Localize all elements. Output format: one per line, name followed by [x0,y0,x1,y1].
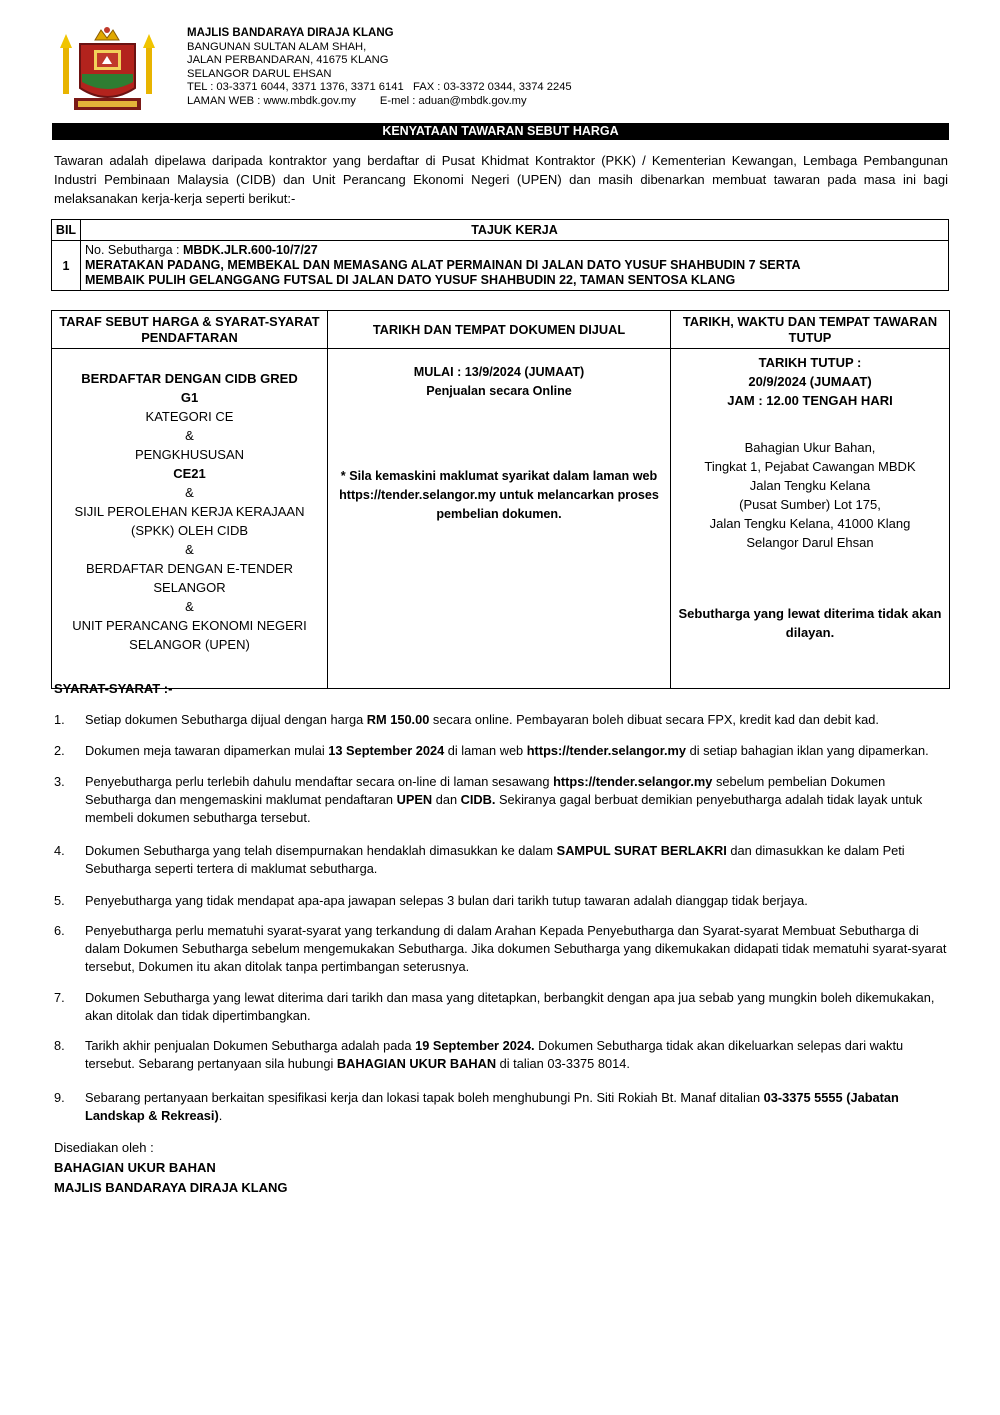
condition-item [54,711,950,729]
email-text: E-mel : aduan@mbdk.gov.my [379,94,527,107]
condition-item [54,922,950,976]
quotation-number-value: MBDK.JLR.600-10/7/27 [182,243,318,257]
closing-place-line: Jalan Tengku Kelana [749,478,871,493]
closing-place-line: Tingkat 1, Pejabat Cawangan MBDK [704,459,916,474]
condition-number: 9. [54,1090,65,1105]
condition-text-run: dan dimasukkan ke dalam Peti Sebutharga seperti tertera di maklumat sebutharga. [85,843,905,876]
condition-item [54,989,950,1025]
address-line: SELANGOR DARUL EHSAN [187,67,332,80]
condition-bold-text: https://tender.selangor.my [526,743,687,758]
requirements-table [51,310,950,689]
condition-text-run: Penyebutharga yang tidak mendapat apa-apa jawapan selepas 3 bulan dari tarikh tutup tawaran adalah dianggap tidak berjaya. [85,893,808,908]
condition-bold-text: SAMPUL SURAT BERLAKRI [556,843,727,858]
table-row [52,241,949,291]
work-title-cell [81,241,949,291]
quotation-number [85,243,944,258]
closing-date: 20/9/2024 (JUMAAT) [748,374,872,389]
condition-item [54,742,950,760]
condition-text-run: . [218,1108,223,1123]
closing-cell [671,349,950,689]
phone-fax-line [187,81,572,95]
table-header-row [52,311,950,349]
condition-text-run: sebelum pembelian Dokumen Sebutharga dan mengemaskini maklumat pendaftaran [85,774,886,807]
closing-place-line: Bahagian Ukur Bahan, [744,440,876,455]
tel-text: TEL : 03-3371 6044, 3371 1376, 3371 6141 [187,81,404,94]
spkk-text: SIJIL PEROLEHAN KERJA KERAJAAN (SPKK) OLEH CIDB [74,504,305,538]
condition-text [85,1037,950,1073]
specialisation-code: CE21 [173,466,206,481]
work-title-line: MEMBAIK PULIH GELANGGANG FUTSAL DI JALAN DATO YUSUF SHAHBUDIN 22, TAMAN SENTOSA KLANG [85,273,736,287]
web-email-line [187,95,572,109]
registration-header: TARAF SEBUT HARGA & SYARAT-SYARAT PENDAFTARAN [52,311,328,349]
condition-item [54,892,950,910]
condition-text-run: secara online. Pembayaran boleh dibuat secara FPX, kredit kad dan debit kad. [429,712,879,727]
sale-cell [328,349,671,689]
address-line: BANGUNAN SULTAN ALAM SHAH, [187,40,367,53]
tajuk-header: TAJUK KERJA [81,220,949,241]
condition-text-run: Setiap dokumen Sebutharga dijual dengan harga [85,712,367,727]
closing-place-line: (Pusat Sumber) Lot 175, [739,497,881,512]
quotation-number-label: No. Sebutharga : [85,243,183,257]
cidb-registration: BERDAFTAR DENGAN CIDB GRED [81,371,298,386]
condition-number: 8. [54,1038,65,1053]
condition-text [85,773,950,827]
condition-item [54,1037,950,1073]
registration-cell [52,349,328,689]
prepared-by-council: MAJLIS BANDARAYA DIRAJA KLANG [54,1180,288,1195]
etender-text: BERDAFTAR DENGAN E-TENDER SELANGOR [85,561,294,595]
condition-item [54,842,950,878]
condition-text [85,989,950,1025]
condition-text-run: Dokumen Sebutharga yang lewat diterima dari tarikh dan masa yang ditetapkan, berbangkit dengan apa jua sebab yang mungkin boleh dikemukakan, akan ditolak dan tidak dipertimbangkan. [85,990,935,1023]
address-line: JALAN PERBANDARAN, 41675 KLANG [187,54,389,67]
condition-text [85,842,950,878]
category-text: KATEGORI CE [145,409,234,424]
closing-label: TARIKH TUTUP : [758,355,862,370]
cidb-grade: G1 [180,390,199,405]
ampersand: & [185,485,194,500]
condition-bold-text: 19 September 2024. [415,1038,535,1053]
condition-bold-text: CIDB. [460,792,496,807]
condition-text [85,711,950,729]
council-crest-icon [60,26,155,118]
work-title-table [51,219,949,291]
condition-number: 7. [54,990,65,1005]
bil-header: BIL [52,220,81,241]
work-title-line: MERATAKAN PADANG, MEMBEKAL DAN MEMASANG ALAT PERMAINAN DI JALAN DATO YUSUF SHAHBUDIN 7 SERTA [85,258,801,272]
condition-text-run: di laman web [444,743,527,758]
sale-note: * Sila kemaskini maklumat syarikat dalam laman web https://tender.selangor.my untuk melancarkan proses pembelian dokumen. [339,469,659,521]
condition-text-run: Penyebutharga perlu mematuhi syarat-syarat yang terkandung di dalam Arahan Kepada Penyebutharga dan Syarat-syarat Membuat Sebutharga di dalam Dokumen Sebutharga sebelum mengemukakan Sebutharga. Jika dokumen Sebutharga yang dikemukakan didapati tidak mematuhi syarat-syarat tersebut, Dokumen itu akan ditolak tanpa pertimbangan seterusnya. [85,923,947,974]
condition-bold-text: BAHAGIAN UKUR BAHAN [336,1056,497,1071]
ampersand: & [185,542,194,557]
prepared-by-label: Disediakan oleh : [54,1140,154,1155]
closing-header: TARIKH, WAKTU DAN TEMPAT TAWARAN TUTUP [671,311,950,349]
condition-number: 1. [54,712,65,727]
condition-bold-text: UPEN [396,792,433,807]
condition-number: 4. [54,843,65,858]
condition-number: 3. [54,774,65,789]
org-contact-block [187,27,572,109]
condition-text-run: Dokumen meja tawaran dipamerkan mulai [85,743,329,758]
closing-place-line: Jalan Tengku Kelana, 41000 Klang [709,516,911,531]
late-submission-note: Sebutharga yang lewat diterima tidak akan dilayan. [678,606,942,640]
condition-text [85,1089,950,1125]
condition-text-run: Tarikh akhir penjualan Dokumen Sebutharga adalah pada [85,1038,416,1053]
conditions-heading: SYARAT-SYARAT :- [54,681,173,696]
closing-place-line: Selangor Darul Ehsan [746,535,874,550]
ampersand: & [185,428,194,443]
condition-text-run: di talian 03-3375 8014. [496,1056,630,1071]
condition-number: 5. [54,893,65,908]
row-number: 1 [52,241,81,291]
ampersand: & [185,599,194,614]
upen-text: UNIT PERANCANG EKONOMI NEGERI SELANGOR (UPEN) [72,618,307,652]
specialisation-text: PENGKHUSUSAN [134,447,245,462]
intro-paragraph: Tawaran adalah dipelawa daripada kontraktor yang berdaftar di Pusat Khidmat Kontraktor (PKK) / Kementerian Kewangan, Lembaga Pembangunan Industri Pembinaan Malaysia (CIDB) dan Unit Perancang Ekonomi Negeri (UPEN) dan masih dibenarkan membuat tawaran pada masa ini bagi melaksanakan kerja-kerja seperti berikut:- [54,153,948,206]
condition-item [54,1089,950,1125]
condition-text-run: Sekiranya gagal berbuat demikian penyebutharga adalah tidak layak untuk membeli dokumen sebutharga tersebut. [85,792,923,825]
condition-bold-text: 13 September 2024 [328,743,445,758]
condition-text [85,892,950,910]
condition-text [85,922,950,976]
fax-text: FAX : 03-3372 0344, 3374 2245 [413,81,572,94]
condition-bold-text: 03-3375 5555 (Jabatan Landskap & Rekreasi) [85,1090,899,1123]
sale-mode: Penjualan secara Online [426,384,572,398]
condition-item [54,773,950,827]
org-name: MAJLIS BANDARAYA DIRAJA KLANG [187,27,394,39]
condition-text-run: dan [432,792,461,807]
prepared-by-department: BAHAGIAN UKUR BAHAN [54,1160,216,1175]
condition-text-run: di setiap bahagian iklan yang dipamerkan. [686,743,929,758]
condition-bold-text: RM 150.00 [366,712,430,727]
sale-start-date: MULAI : 13/9/2024 (JUMAAT) [413,365,585,379]
condition-text-run: Sebarang pertanyaan berkaitan spesifikasi kerja dan lokasi tapak boleh menghubungi Pn. Siti Rokiah Bt. Manaf ditalian [85,1090,764,1105]
notice-title-banner: KENYATAAN TAWARAN SEBUT HARGA [52,123,949,140]
table-row [52,349,950,689]
condition-text-run: Penyebutharga perlu terlebih dahulu mendaftar secara on-line di laman sesawang [85,774,554,789]
condition-number: 2. [54,743,65,758]
condition-text-run: Dokumen Sebutharga yang telah disempurnakan hendaklah dimasukkan ke dalam [85,843,557,858]
condition-text [85,742,950,760]
condition-bold-text: https://tender.selangor.my [553,774,713,789]
prepared-by-block [54,1138,288,1198]
condition-number: 6. [54,923,65,938]
condition-text-run: Dokumen Sebutharga tidak akan dikeluarkan selepas dari waktu tersebut. Sebarang pertanyaan sila hubungi [85,1038,904,1071]
website-text: LAMAN WEB : www.mbdk.gov.my [187,94,356,107]
table-header-row [52,220,949,241]
sale-header: TARIKH DAN TEMPAT DOKUMEN DIJUAL [328,311,671,349]
closing-time: JAM : 12.00 TENGAH HARI [727,393,893,408]
